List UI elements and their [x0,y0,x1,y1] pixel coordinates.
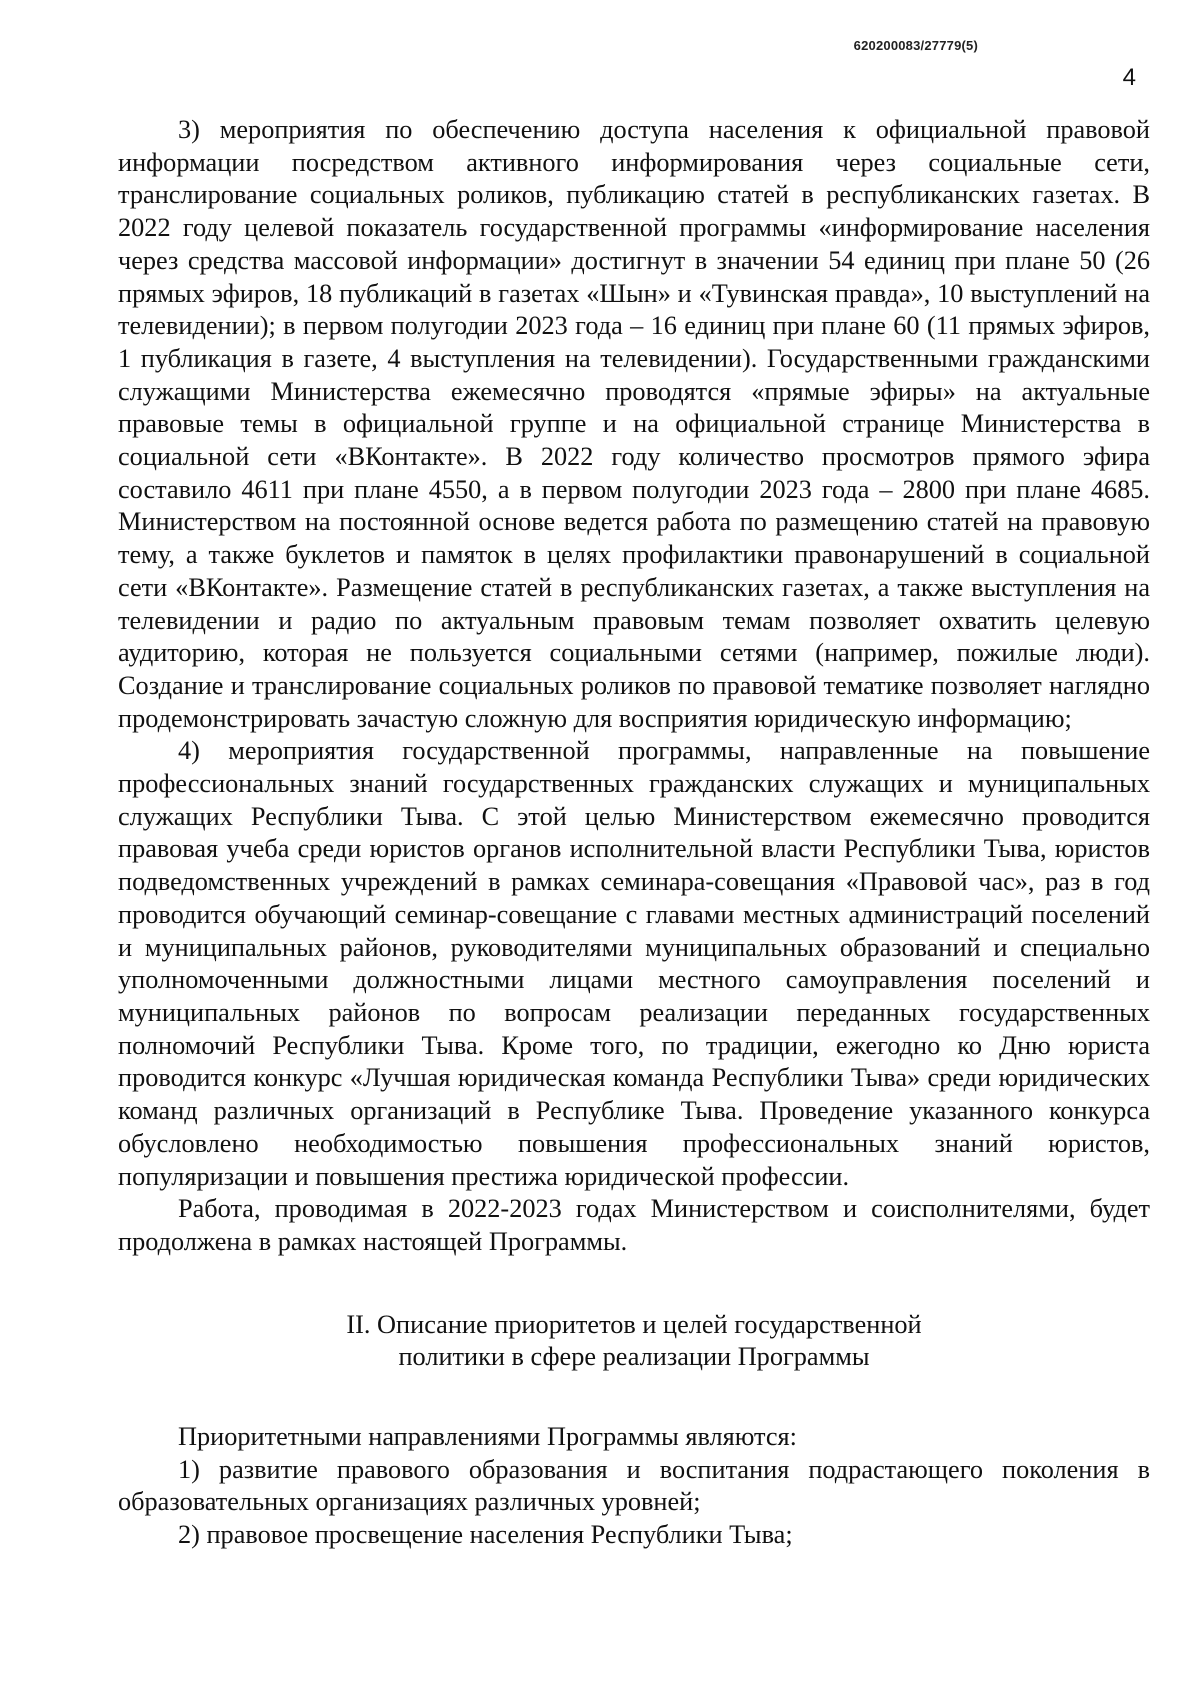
paragraph-priority-1: 1) развитие правового образования и воспитания подрастающего поколения в образовательных организациях различных уровней; [118,1454,1150,1517]
paragraph-item-4: 4) мероприятия государственной программы, направленные на повышение профессиональных знаний государственных гражданских служащих и муниципальных служащих Республики Тыва. С этой целью Министерством ежемесячно проводится правовая учеба среди юристов органов исполнительной власти Республики Тыва, юристов подведомственных учреждений в рамках семинара-совещания «Правовой час», раз в год проводится обучающий семинар-совещание с главами местных администраций поселений и муниципальных районов, руководителями муниципальных образований и специально уполномоченными должностными лицами местного самоуправления поселений и муниципальных районов по вопросам реализации переданных государственных полномочий Республики Тыва. Кроме того, по традиции, ежегодно ко Дню юриста проводится конкурс «Лучшая юридическая команда Республики Тыва» среди юридических команд различных организаций в Республике Тыва. Проведение указанного конкурса обусловлено необходимостью повышения профессиональных знаний юристов, популяризации и повышения престижа юридической профессии. [118,736,1150,1191]
paragraph-item-3: 3) мероприятия по обеспечению доступа населения к официальной правовой информации посредством активного информирования через социальные сети, транслирование социальных роликов, публикацию статей в республиканских газетах. В 2022 году целевой показатель государственной программы «информирование населения через средства массовой информации» достигнут в значении 54 единиц при плане 50 (26 прямых эфиров, 18 публикаций в газетах «Шын» и «Тувинская правда», 10 выступлений на телевидении); в первом полугодии 2023 года – 16 единиц при плане 60 (11 прямых эфиров, 1 публикация в газете, 4 выступления на телевидении). Государственными гражданскими служащими Министерства ежемесячно проводятся «прямые эфиры» на актуальные правовые темы в официальной группе и на официальной странице Министерства в социальной сети «ВКонтакте». В 2022 году количество просмотров прямого эфира составило 4611 при плане 4550, а в первом полугодии 2023 года – 2800 при плане 4685. Министерством на постоянной основе ведется работа по размещению статей на правовую тему, а также буклетов и памяток в целях профилактики правонарушений в социальной сети «ВКонтакте». Размещение статей в республиканских газетах, а также выступления на телевидении и радио по актуальным правовым темам позволяет охватить целевую аудиторию, которая не пользуется социальными сетями (например, пожилые люди). Создание и транслирование социальных роликов по правовой тематике позволяет наглядно продемонстрировать зачастую сложную для восприятия юридическую информацию; [118,115,1150,733]
paragraph-priority-2: 2) правовое просвещение населения Республики Тыва; [178,1520,793,1550]
paragraph-work-continued: Работа, проводимая в 2022-2023 годах Министерством и соисполнителями, будет продолжена в рамках настоящей Программы. [118,1194,1150,1256]
page-number: 4 [1122,64,1136,91]
section-heading-line-1: II. Описание приоритетов и целей государственной [346,1309,922,1339]
section-heading [118,1309,1150,1374]
document-id: 620200083/27779(5) [853,38,978,53]
section-heading-line-2: политики в сфере реализации Программы [398,1342,870,1372]
document-body [118,114,1150,1552]
paragraph-priorities-intro: Приоритетными направлениями Программы являются: [178,1422,797,1452]
